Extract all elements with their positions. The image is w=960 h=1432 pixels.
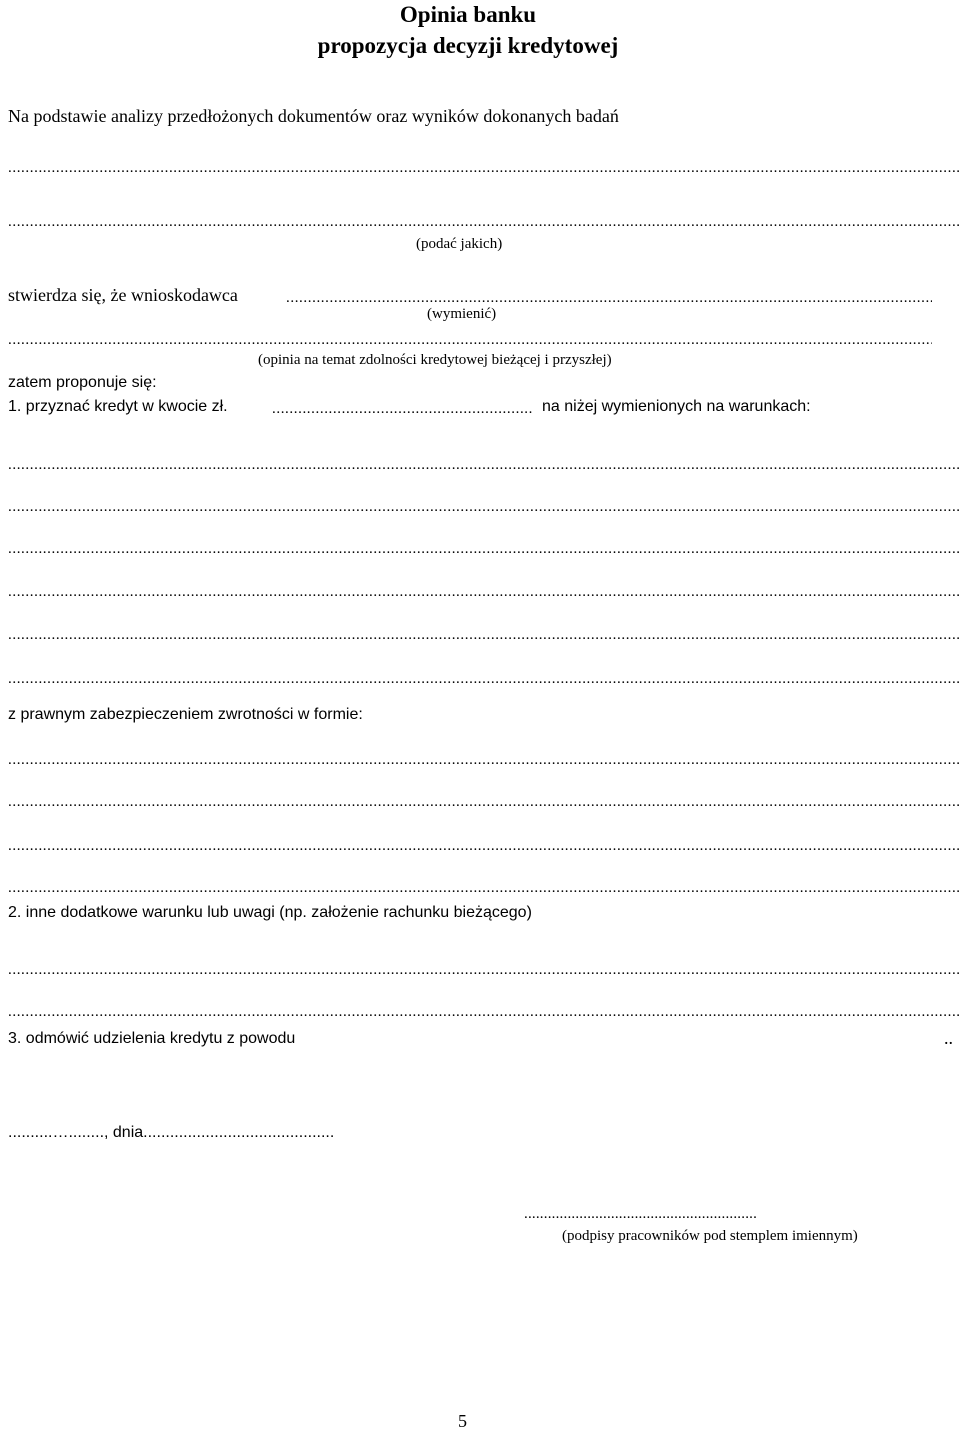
item3-label: 3. odmówić udzielenia kredytu z powodu bbox=[8, 1030, 296, 1047]
item2-label: 2. inne dodatkowe warunku lub uwagi (np. założenie rachunku bieżącego) bbox=[8, 904, 532, 921]
fill-line bbox=[8, 878, 960, 898]
fill-line bbox=[8, 497, 960, 517]
zatem-label: zatem proponuje się: bbox=[8, 374, 157, 391]
fill-line bbox=[8, 836, 960, 856]
signature-caption: (podpisy pracowników pod stemplem imiennym) bbox=[562, 1228, 858, 1244]
fill-line bbox=[8, 750, 960, 770]
signature-line: ........................................................... bbox=[524, 1206, 758, 1222]
fill-line bbox=[272, 399, 532, 419]
hint-podac: (podać jakich) bbox=[416, 236, 503, 252]
hint-wymienic: (wymienić) bbox=[427, 306, 497, 322]
date-tail-dots: ........................................... bbox=[143, 1124, 335, 1141]
dnia-label: , dnia bbox=[104, 1124, 144, 1141]
item3-tail: .. bbox=[944, 1028, 953, 1048]
fill-line bbox=[8, 582, 960, 602]
document-subtitle: propozycja decyzji kredytowej bbox=[317, 33, 619, 58]
fill-line bbox=[8, 960, 960, 980]
hint-opinia: (opinia na temat zdolności kredytowej bieżącej i przyszłej) bbox=[258, 352, 612, 368]
date-lead-dots: ..........…........ bbox=[8, 1124, 105, 1141]
fill-line bbox=[8, 1002, 960, 1022]
fill-line bbox=[8, 669, 960, 689]
item1-prefix: 1. przyznać kredyt w kwocie zł. bbox=[8, 398, 228, 415]
intro-text: Na podstawie analizy przedłożonych dokumentów oraz wyników dokonanych badań bbox=[8, 106, 619, 126]
fill-line bbox=[8, 625, 960, 645]
stwierdza-label: stwierdza się, że wnioskodawca bbox=[8, 285, 238, 305]
fill-line bbox=[8, 330, 932, 350]
fill-line bbox=[286, 288, 932, 308]
fill-line bbox=[8, 455, 960, 475]
date-line bbox=[8, 1124, 334, 1142]
fill-line bbox=[8, 792, 960, 812]
fill-line bbox=[8, 212, 960, 232]
item1-suffix: na niżej wymienionych na warunkach: bbox=[542, 398, 811, 415]
fill-line bbox=[8, 539, 960, 559]
document-title: Opinia banku bbox=[399, 2, 537, 27]
page-number: 5 bbox=[458, 1411, 467, 1431]
fill-line bbox=[8, 158, 960, 178]
zabezpieczenie-label: z prawnym zabezpieczeniem zwrotności w formie: bbox=[8, 706, 363, 723]
